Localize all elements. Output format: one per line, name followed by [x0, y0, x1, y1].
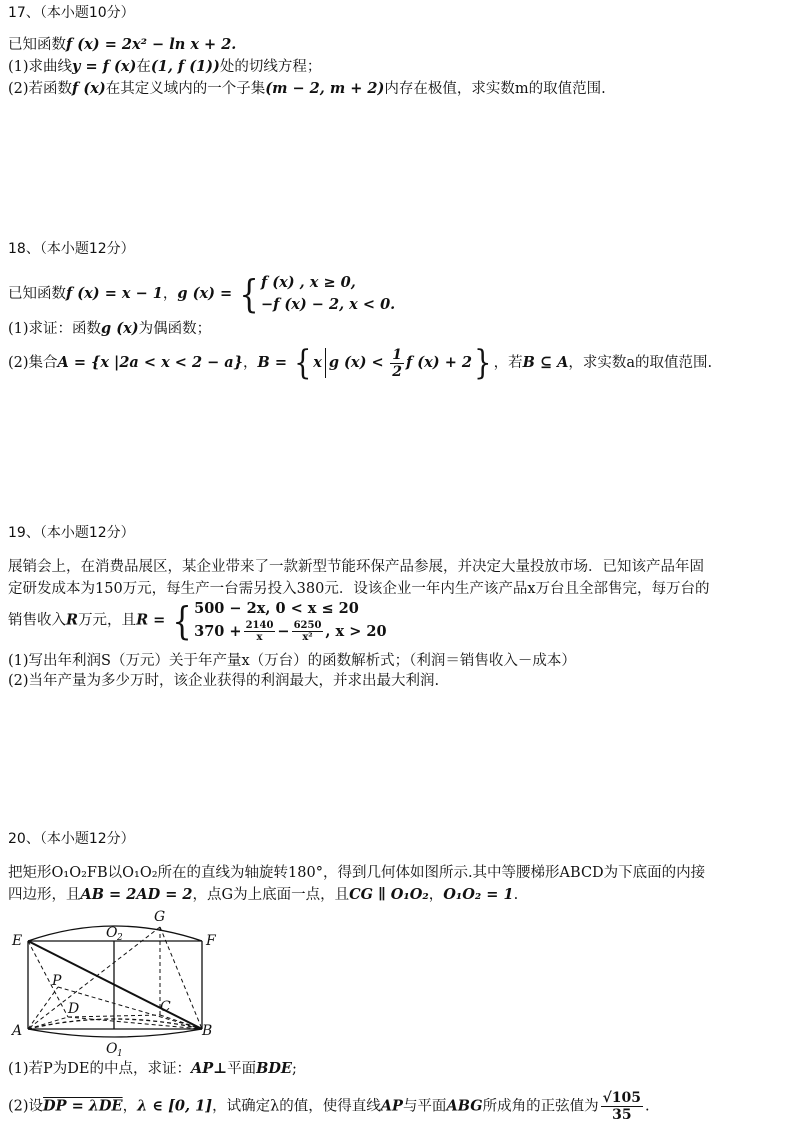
q17-heading: 17、（本小题10分）: [8, 5, 135, 21]
q20-heading: 20、（本小题12分）: [8, 831, 135, 847]
q17-stem: [8, 34, 236, 56]
label-O1-sub: 1: [117, 1049, 123, 1057]
line-AP: [28, 987, 58, 1029]
q20-part1-end: ;: [291, 1061, 297, 1077]
q18-subset: B ⊆ A: [522, 354, 569, 371]
q18-set-B-brace-left: {: [293, 343, 312, 383]
q19-line3-text: 销售收入: [8, 612, 66, 629]
bottom-arc-front: [28, 1029, 202, 1037]
q20-part2: [8, 1090, 650, 1123]
q19-left-brace: {: [172, 598, 192, 643]
line-GA: [28, 927, 160, 1029]
q18-set-B-label: B =: [257, 354, 287, 371]
q18-half-den: 2: [392, 363, 402, 380]
q19-cases: [194, 598, 386, 643]
q19-case2-b: −: [277, 622, 290, 640]
q17-part1-text: (1)求曲线: [8, 59, 73, 75]
q18-part2-text: (2)集合: [8, 355, 58, 371]
q20-bde: BDE: [256, 1060, 292, 1077]
q19-R-def: R =: [136, 611, 166, 629]
label-O1: O: [106, 1041, 118, 1057]
q18-comma: ，: [162, 286, 178, 302]
q17-part2: [8, 78, 606, 100]
q20-sine-num: √105: [602, 1090, 642, 1106]
q19-case2-a: 370 +: [194, 622, 242, 640]
q17-part1-text2: 在: [136, 59, 151, 75]
q20-part2-comma: ，: [122, 1098, 138, 1115]
q20-part2-text4: 所成角的正弦值为: [482, 1098, 599, 1115]
q20-o1o2: O₁O₂ = 1: [443, 886, 514, 903]
q18-case2: −f (x) − 2, x < 0.: [260, 296, 396, 313]
q18-case1: f (x) , x ≥ 0,: [260, 274, 356, 291]
q19-R: R: [66, 611, 79, 629]
q19-line3: [8, 598, 387, 643]
q18-part1-text2: 为偶函数；: [138, 321, 212, 337]
q18-part1: [8, 318, 211, 340]
label-C: C: [160, 999, 171, 1015]
q20-line2-text2: ，点G为上底面一点，且: [192, 887, 350, 903]
q17-curve: y = f (x): [72, 58, 137, 75]
q18-part1-g: g (x): [101, 320, 139, 337]
label-D: D: [68, 1001, 80, 1017]
q20-part2-end: .: [645, 1098, 650, 1115]
q17-point: (1, f (1)): [150, 58, 220, 75]
q17-part2-fx: f (x): [72, 80, 106, 97]
label-B: B: [202, 1023, 213, 1039]
q20-cg: CG ∥ O₁O₂: [349, 886, 429, 903]
q18-set-B-brace-right: }: [474, 343, 492, 383]
q18-set-B-cond2: f (x) + 2: [406, 354, 472, 371]
q19-case1: 500 − 2x, 0 < x ≤ 20: [194, 600, 359, 617]
q20-ap-perp: AP⊥: [191, 1060, 228, 1077]
q18-part1-text: (1)求证：函数: [8, 321, 102, 337]
q18-heading: 18、（本小题12分）: [8, 241, 135, 257]
label-F: F: [206, 933, 216, 949]
label-A: A: [12, 1023, 23, 1039]
q20-lambda-range: λ ∈ [0, 1]: [137, 1097, 213, 1115]
q20-sine-den: 35: [612, 1107, 632, 1123]
q17-interval: (m − 2, m + 2): [265, 80, 385, 97]
q18-part2: [8, 344, 712, 382]
q17-stem-text: 已知函数: [8, 37, 66, 53]
q18-stem-text: 已知函数: [8, 286, 66, 302]
q20-line2: [8, 884, 518, 906]
label-O2-sub: 2: [117, 933, 123, 943]
line-AD: [28, 1017, 68, 1029]
q18-set-A: A = {x |2a < x < 2 − a}: [57, 354, 244, 371]
q17-part2-text: (2)若函数: [8, 81, 73, 97]
q19-case2-c: , x > 20: [325, 622, 387, 640]
q20-part2-text3: 与平面: [402, 1098, 447, 1115]
q20-line2-text: 四边形，且: [8, 887, 81, 903]
q20-part1-plane: 平面: [227, 1061, 257, 1077]
q20-abg: ABG: [446, 1097, 483, 1115]
q18-f: f (x) = x − 1: [66, 285, 163, 302]
q20-geometry-figure: [10, 905, 220, 1057]
q17-part1-text3: 处的切线方程；: [219, 59, 322, 75]
q19-part1: (1)写出年利润S（万元）关于年产量x（万台）的函数解析式；（利润＝销售收入－成本）: [8, 653, 576, 669]
q19-line1: 展销会上，在消费品展区，某企业带来了一款新型节能环保产品参展，并决定大量投放市场．已知该产品年固: [8, 559, 704, 575]
q19-frac2-num: 6250: [293, 620, 322, 631]
q20-part2-text2: ，试确定λ的值，使得直线: [212, 1098, 381, 1115]
q19-part2: (2)当年产量为多少万时，该企业获得的利润最大，并求出最大利润.: [8, 673, 440, 689]
q20-part1-text: (1)若P为DE的中点，求证：: [8, 1061, 192, 1077]
q18-part2-comma: ，: [243, 355, 258, 371]
q17-function: f (x) = 2x² − ln x + 2.: [66, 36, 237, 53]
q19-frac1: [244, 620, 276, 643]
label-G: G: [154, 909, 166, 925]
q19-line3-text2: 万元，且: [78, 612, 137, 629]
q17-part2-text2: 在其定义域内的一个子集: [105, 81, 266, 97]
q20-line2-comma: ，: [428, 887, 444, 903]
q18-g: g (x) =: [177, 285, 233, 302]
q18-stem: [8, 272, 395, 316]
q17-part2-text3: 内存在极值，求实数m的取值范围.: [384, 81, 606, 97]
q19-frac2-den: x²: [302, 632, 313, 643]
q20-line2-period: .: [513, 887, 519, 903]
q19-frac1-den: x: [256, 632, 263, 643]
q18-half-fraction: [390, 347, 404, 380]
q18-cases: [261, 272, 395, 316]
q18-set-B-cond: g (x) <: [328, 354, 384, 371]
label-O2: O: [106, 925, 118, 941]
q20-vector-eq: DP = λDE: [43, 1097, 123, 1115]
q19-frac1-num: 2140: [245, 620, 274, 631]
q18-part2-text3: ，求实数a的取值范围.: [568, 355, 713, 371]
q18-part2-text2: ，若: [493, 355, 523, 371]
q20-part2-text: (2)设: [8, 1098, 44, 1115]
q20-sine-fraction: [601, 1090, 643, 1123]
label-P: P: [52, 973, 62, 989]
q19-case2: [194, 620, 387, 643]
q18-left-brace: {: [239, 272, 259, 316]
q20-line1: 把矩形O₁O₂FB以O₁O₂所在的直线为轴旋转180°，得到几何体如图所示.其中等腰梯形ABCD为下底面的内接: [8, 865, 706, 881]
line-ED: [28, 941, 68, 1017]
label-E: E: [12, 933, 23, 949]
q18-set-B-bar: [325, 348, 326, 378]
q19-line2: 定研发成本为150万元，每生产一台需另投入380元．设该企业一年内生产该产品x万台且全部售完，每万台的: [8, 581, 710, 597]
q20-part1: [8, 1058, 297, 1080]
q18-set-B-var: x: [313, 354, 322, 371]
q19-heading: 19、（本小题12分）: [8, 525, 135, 541]
q20-ap: AP: [380, 1097, 403, 1115]
q20-ab: AB = 2AD = 2: [80, 886, 193, 903]
q19-frac2: [292, 620, 324, 643]
q18-half-num: 1: [392, 346, 402, 363]
q17-part1: [8, 56, 321, 78]
